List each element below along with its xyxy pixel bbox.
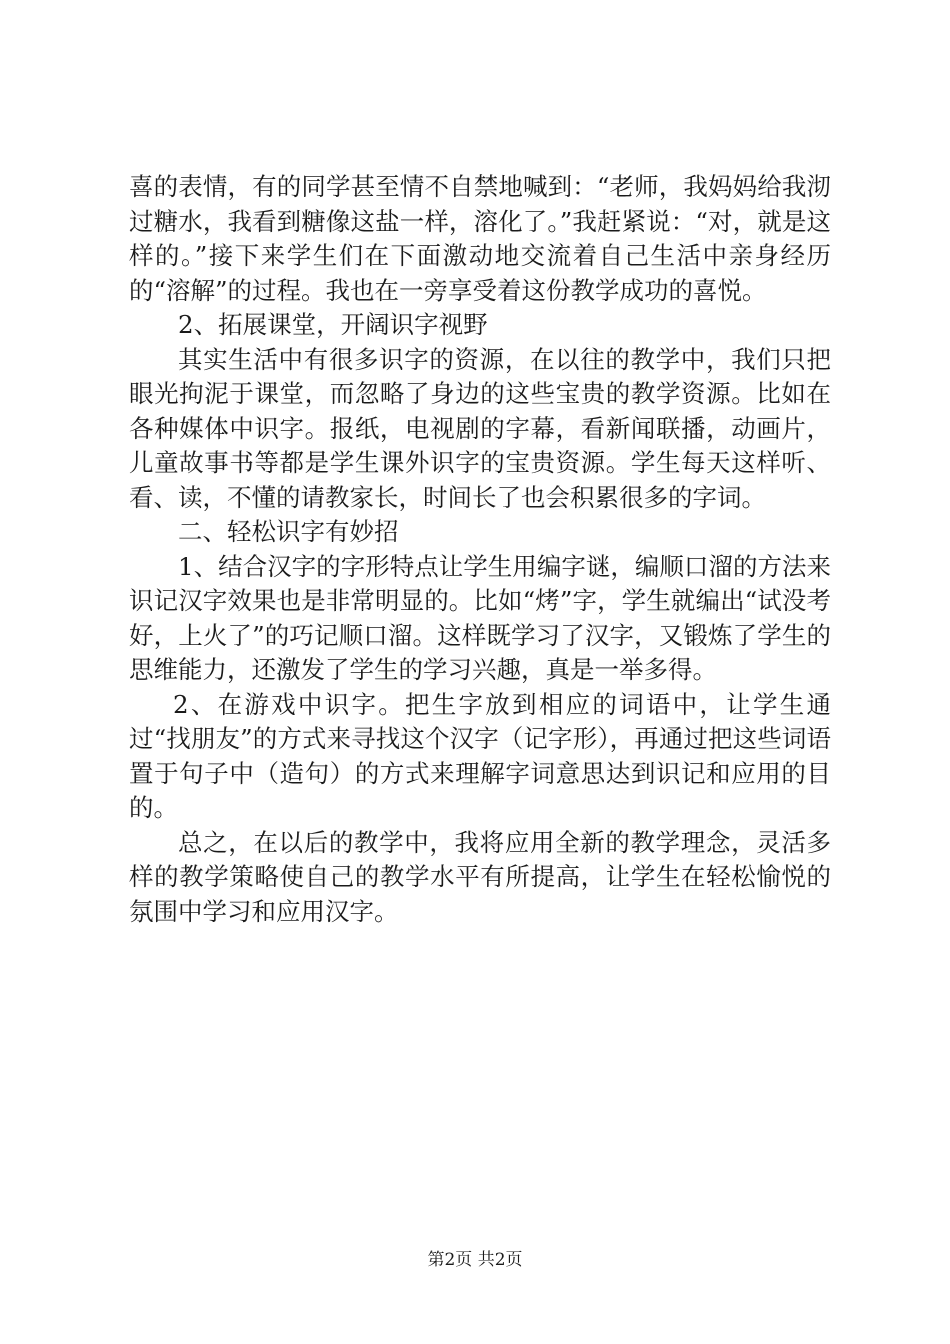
paragraph-media-literacy: 其实生活中有很多识字的资源，在以往的教学中，我们只把眼光拘泥于课堂，而忽略了身边的这些宝贵的教学资源。比如在各种媒体中识字。报纸，电视剧的字幕，看新闻联播，动画片，儿童故事书等都是学生课外识字的宝贵资源。学生每天这样听、看、读，不懂的请教家长，时间长了也会积累很多的字词。 [129,344,831,512]
paragraph-conclusion: 总之，在以后的教学中，我将应用全新的教学理念，灵活多样的教学策略使自己的教学水平有所提高，让学生在轻松愉悦的氛围中学习和应用汉字。 [129,827,831,926]
page-footer: 第2页 共2页 [427,1250,523,1270]
section-heading-tricks: 二、轻松识字有妙招 [178,517,399,546]
paragraph-riddles: 1、结合汉字的字形特点让学生用编字谜，编顺口溜的方法来识记汉字效果也是非常明显的。比如“烤”字，学生就编出“试没考好，上火了”的巧记顺口溜。这样既学习了汉字，又锻炼了学生的思维能力，还激发了学生的学习兴趣，真是一举多得。 [129,551,831,684]
paragraph-continuation: 喜的表情，有的同学甚至情不自禁地喊到：“老师，我妈妈给我沏过糖水，我看到糖像这盐一样，溶化了。”我赶紧说：“对，就是这样的。”接下来学生们在下面激动地交流着自己生活中亲身经历的“溶解”的过程。我也在一旁享受着这份教学成功的喜悦。 [129,172,831,305]
paragraph-games: 2、在游戏中识字。把生字放到相应的词语中，让学生通过“找朋友”的方式来寻找这个汉字（记字形），再通过把这些词语置于句子中（造句）的方式来理解字词意思达到识记和应用的目的。 [129,689,831,822]
document-body [129,170,831,929]
section-heading-expand-classroom: 2、拓展课堂，开阔识字视野 [178,310,488,339]
